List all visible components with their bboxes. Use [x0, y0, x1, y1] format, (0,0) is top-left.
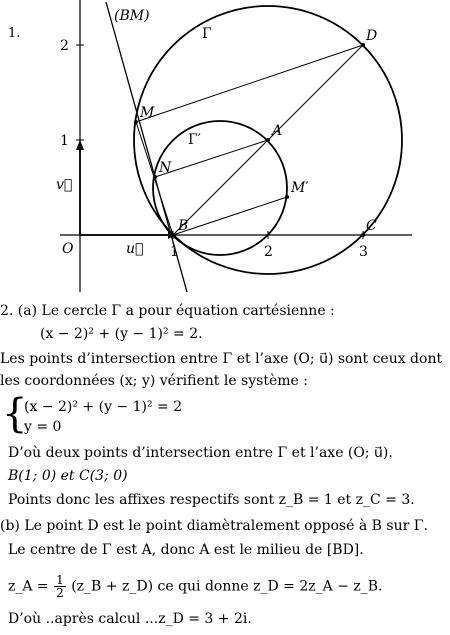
- point-a-label: A: [272, 123, 283, 139]
- system-brace: {: [2, 391, 28, 437]
- center-sentence: Le centre de Γ est A, donc A est le milieu de [BD].: [8, 542, 364, 558]
- points: [134, 43, 365, 237]
- origin-label: O: [62, 241, 74, 257]
- x-tick-1: 1: [170, 244, 179, 260]
- point-c-label: C: [366, 218, 377, 234]
- point-n-label: N: [159, 160, 172, 176]
- formula-right: (z_B + z_D) ce qui donne z_D = 2z_A − z_B.: [71, 578, 383, 595]
- formula-left: z_A =: [8, 578, 49, 595]
- x-tick-2: 2: [264, 244, 273, 260]
- system-intro: les coordonnées (x; y) vérifient le système :: [0, 373, 308, 389]
- question-number: 1.: [8, 26, 21, 41]
- fraction-numerator: 1: [56, 573, 64, 587]
- y-tick-1: 1: [60, 133, 69, 149]
- system-equation-1: (x − 2)² + (y − 1)² = 2: [24, 399, 183, 415]
- point-mprime-label: M′: [291, 180, 309, 196]
- intersection-sentence: Les points d’intersection entre Γ et l’axe (O; u⃗) sont ceux dont: [0, 351, 443, 367]
- affixes-sentence: Points donc les affixes respectifs sont z_B = 1 et z_C = 3.: [8, 492, 415, 508]
- system-equation-2: y = 0: [24, 419, 62, 435]
- vector-v-arrow: [76, 140, 84, 150]
- circle-gamma-label: Γ: [202, 26, 212, 42]
- result-sentence: D’où ..après calcul ...z_D = 3 + 2i.: [8, 611, 252, 627]
- midpoint-formula: [8, 574, 383, 599]
- points-b-c: B(1; 0) et C(3; 0): [8, 468, 128, 484]
- y-tick-2: 2: [60, 38, 69, 54]
- part-a-heading: 2. (a) Le cercle Γ a pour équation cartésienne :: [0, 303, 335, 319]
- x-tick-3: 3: [359, 244, 368, 260]
- geometry-figure: [0, 0, 450, 292]
- fraction-denominator: 2: [56, 586, 64, 600]
- point-b-label: B: [178, 218, 189, 234]
- fraction-half: [54, 574, 66, 599]
- axis-ticks: [76, 45, 363, 239]
- two-points-sentence: D’où deux points d’intersection entre Γ et l’axe (O; u⃗).: [8, 445, 393, 461]
- segments: [136, 45, 363, 235]
- vector-u-label: u⃗: [126, 241, 144, 257]
- circle-equation: (x − 2)² + (y − 1)² = 2.: [40, 326, 203, 342]
- part-b-heading: (b) Le point D est le point diamètralement opposé à B sur Γ.: [0, 518, 428, 534]
- line-bm-label: (BM): [114, 8, 150, 24]
- circle-gamma-prime-label: Γ′: [188, 132, 201, 148]
- point-m-label: M: [140, 105, 155, 121]
- point-d-label: D: [366, 28, 378, 44]
- vector-v-label: v⃗: [56, 177, 73, 193]
